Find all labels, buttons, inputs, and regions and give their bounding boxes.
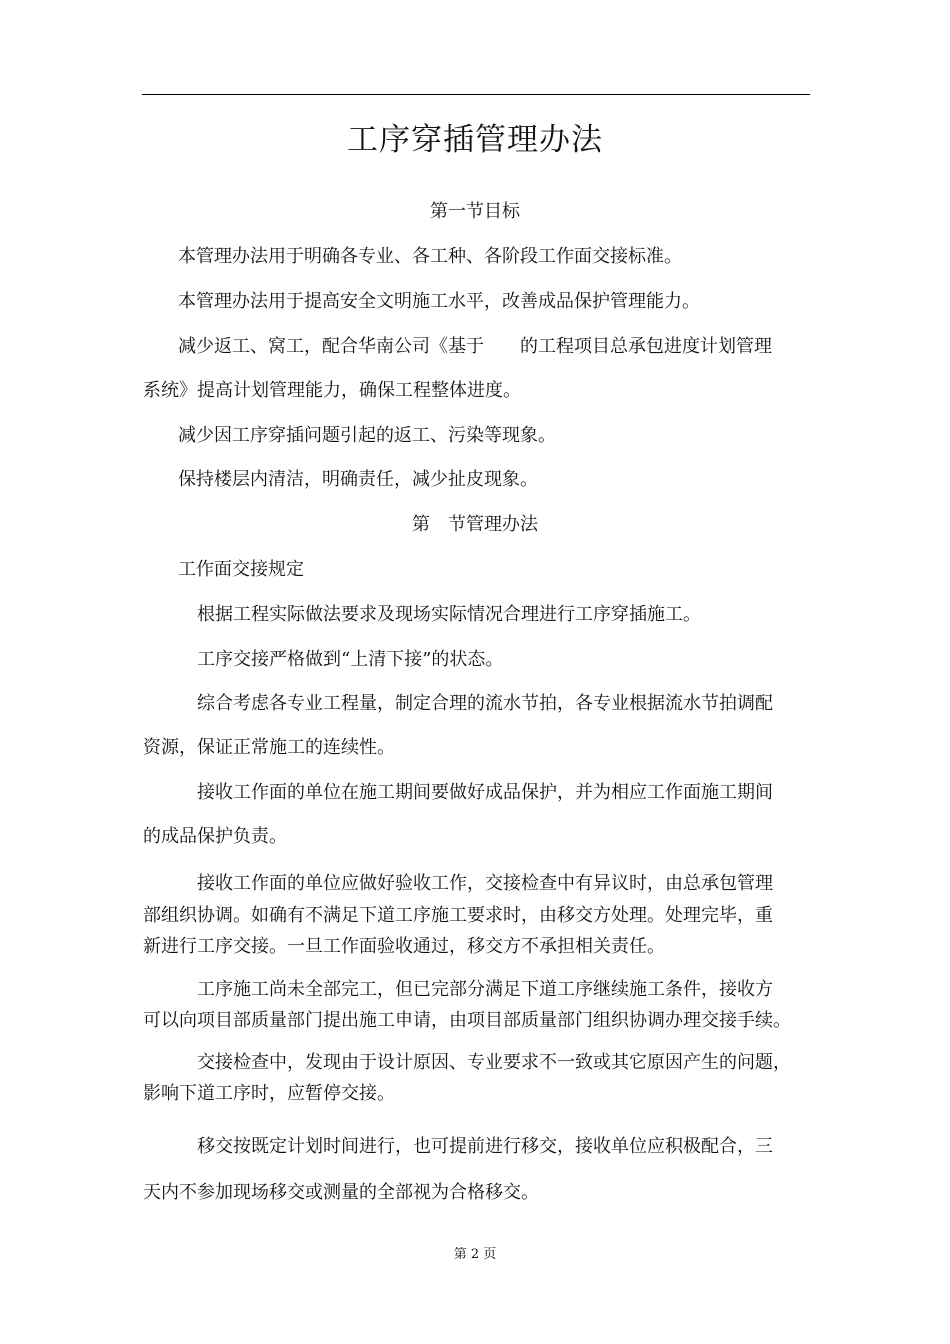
paragraph-line: 减少返工、窝工，配合华南公司《基于 的工程项目总承包进度计划管理: [178, 336, 772, 357]
paragraph-line: 的成品保护负责。: [143, 826, 287, 847]
paragraph-line: 天内不参加现场移交或测量的全部视为合格移交。: [143, 1182, 539, 1203]
page-number: 第 2 页: [453, 1247, 497, 1262]
paragraph-line: 新进行工序交接。一旦工作面验收通过，移交方不承担相关责任。: [143, 936, 665, 957]
paragraph-line: 影响下道工序时，应暂停交接。: [143, 1083, 395, 1104]
paragraph-line: 综合考虑各专业工程量，制定合理的流水节拍，各专业根据流水节拍调配: [197, 693, 773, 714]
document-title: 工序穿插管理办法: [347, 122, 603, 158]
section2-heading: 第 节管理办法: [412, 514, 538, 535]
paragraph-line: 减少因工序穿插问题引起的返工、污染等现象。: [178, 425, 556, 446]
header-rule: [142, 94, 810, 95]
paragraph-line: 本管理办法用于明确各专业、各工种、各阶段工作面交接标准。: [178, 246, 682, 267]
section1-heading: 第一节目标: [430, 201, 520, 222]
paragraph-line: 保持楼层内清洁，明确责任，减少扯皮现象。: [178, 469, 538, 490]
paragraph-line: 接收工作面的单位应做好验收工作，交接检查中有异议时，由总承包管理: [197, 873, 773, 894]
paragraph-line: 系统》提高计划管理能力，确保工程整体进度。: [143, 380, 521, 401]
paragraph-line: 本管理办法用于提高安全文明施工水平，改善成品保护管理能力。: [178, 291, 700, 312]
paragraph-line: 可以向项目部质量部门提出施工申请，由项目部质量部门组织协调办理交接手续。: [143, 1010, 791, 1031]
paragraph-line: 资源，保证正常施工的连续性。: [143, 737, 395, 758]
paragraph-line: 根据工程实际做法要求及现场实际情况合理进行工序穿插施工。: [197, 604, 701, 625]
paragraph-line: 交接检查中，发现由于设计原因、专业要求不一致或其它原因产生的问题，: [197, 1052, 791, 1073]
paragraph-line: 部组织协调。如确有不满足下道工序施工要求时，由移交方处理。处理完毕，重: [143, 905, 773, 926]
section2-subheading: 工作面交接规定: [178, 559, 304, 580]
paragraph-line: 工序施工尚未全部完工，但已完部分满足下道工序继续施工条件，接收方: [197, 979, 773, 1000]
paragraph-line: 工序交接严格做到“上清下接”的状态。: [197, 649, 504, 670]
paragraph-line: 移交按既定计划时间进行，也可提前进行移交，接收单位应积极配合，三: [197, 1136, 773, 1157]
paragraph-line: 接收工作面的单位在施工期间要做好成品保护，并为相应工作面施工期间: [197, 782, 773, 803]
